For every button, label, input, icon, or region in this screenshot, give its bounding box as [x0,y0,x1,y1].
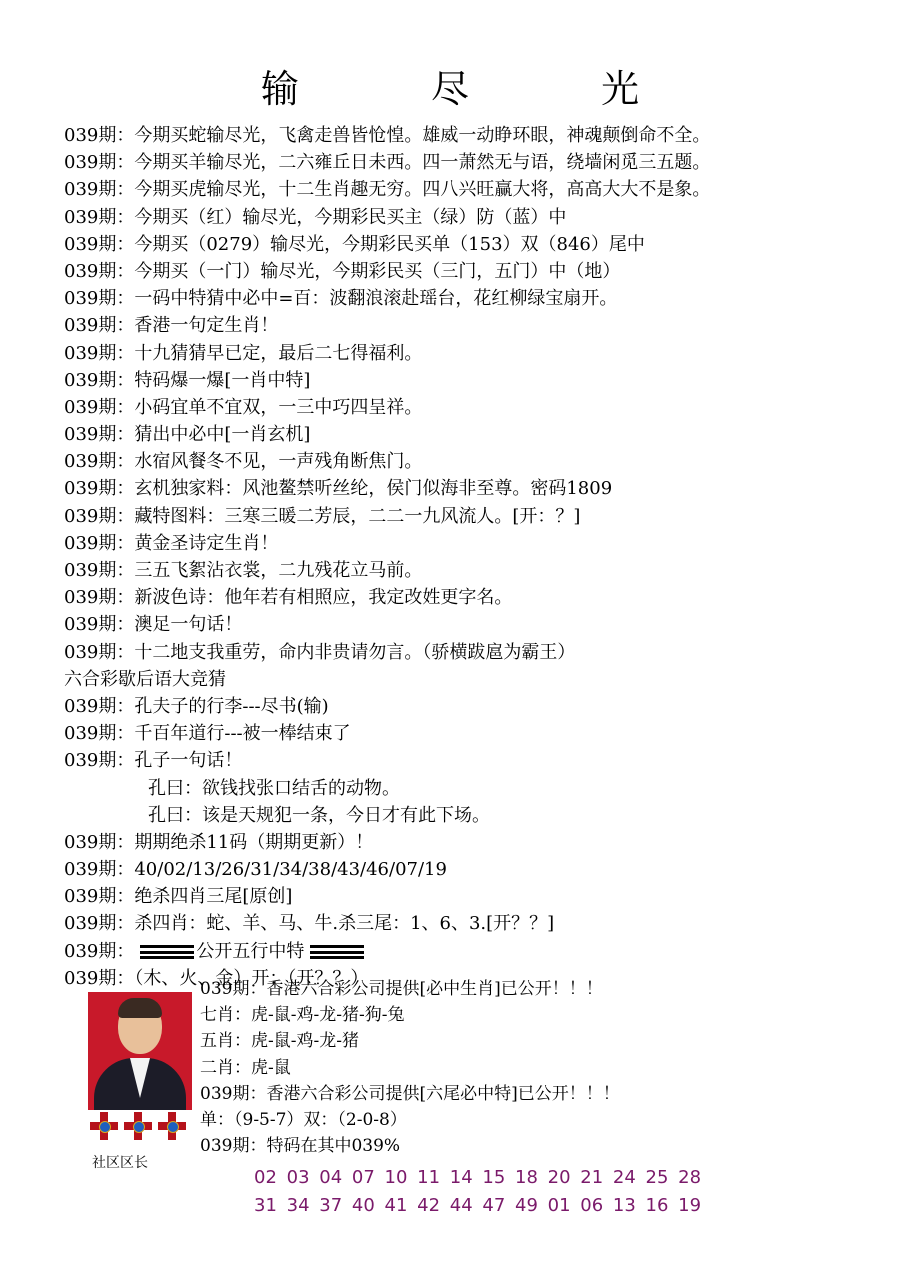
info-line-5: 039期：香港六合彩公司提供[六尾必中特]已公开！！！ [200,1083,620,1104]
number-list [254,1164,701,1220]
wuxing-text: 公开五行中特 [196,940,305,962]
line-16: 039期：黄金圣诗定生肖！ [64,532,279,554]
line-29: 039期：绝杀四肖三尾[原创] [64,886,293,908]
info-block [200,976,880,1159]
wuxing-prefix: 039期： [64,940,135,962]
line-27: 039期：期期绝杀11码（期期更新）！ [64,831,374,853]
line-1: 039期：今期买蛇输尽光，飞禽走兽皆怆惶。雄威一动睁环眼，神魂颠倒命不全。 [64,125,711,146]
medal-icon [90,1112,118,1140]
line-3: 039期：今期买虎输尽光，十二生肖趣无穷。四八兴旺赢大将，高高大大不是象。 [64,179,711,201]
info-line-7: 039期：特码在其中039% [200,1136,401,1157]
line-15: 039期：藏特图料：三寒三暖二芳辰，二二一九风流人。[开：？] [64,505,581,527]
info-line-1: 039期：香港六合彩公司提供[必中生肖]已公开！！！ [200,979,603,999]
portrait-photo [88,992,192,1110]
line-22: 039期：孔夫子的行李---尽书(输) [64,695,329,717]
triple-bar-icon [140,945,194,959]
info-line-2: 七肖：虎-鼠-鸡-龙-猪-狗-兔 [200,1005,405,1026]
photo-caption: 社区区长 [92,1155,148,1171]
medals [90,1108,186,1154]
line-26: 孔曰：该是天规犯一条，今日才有此下场。 [148,804,490,826]
line-8: 039期：香港一句定生肖！ [64,315,279,337]
line-19: 039期：澳足一句话！ [64,614,243,636]
line-17: 039期：三五飞絮沾衣裳，二九残花立马前。 [64,560,423,581]
line-25: 孔曰：欲钱找张口结舌的动物。 [148,777,400,799]
line-23: 039期：千百年道行---被一棒结束了 [64,723,351,745]
section-heading: 六合彩歇后语大竞猜 [64,668,226,690]
number-row-2: 31 34 37 40 41 42 44 47 49 01 06 13 16 19 [254,1195,702,1216]
number-row-1: 02 03 04 07 10 11 14 15 18 20 21 24 25 28 [254,1167,702,1188]
line-28: 039期：40/02/13/26/31/34/38/43/46/07/19 [64,859,447,881]
line-24: 039期：孔子一句话！ [64,750,243,772]
wuxing-line [64,938,894,965]
line-30: 039期：杀四肖：蛇、羊、马、牛.杀三尾：1、6、3.[开？？] [64,913,555,935]
prediction-lines [64,122,894,992]
line-4: 039期：今期买（红）输尽光，今期彩民买主（绿）防（蓝）中 [64,206,567,228]
page-title: 输 尽 光 [260,67,700,111]
line-14: 039期：玄机独家料：风池鳌禁听丝纶，侯门似海非至尊。密码1809 [64,478,613,500]
line-12: 039期：猜出中必中[一肖玄机] [64,424,311,446]
line-9: 039期：十九猜猜早已定，最后二七得福利。 [64,342,423,364]
triple-bar-icon [310,945,364,959]
line-32: 039期：（木、火、金）开：（开？？） [64,967,369,989]
line-2: 039期：今期买羊输尽光，二六雍丘日未西。四一萧然无与语，绕墙闲觅三五题。 [64,152,711,174]
medal-icon [124,1112,152,1140]
line-10: 039期：特码爆一爆[一肖中特] [64,369,311,391]
info-line-3: 五肖：虎-鼠-鸡-龙-猪 [200,1031,359,1052]
info-line-4: 二肖：虎-鼠 [200,1057,291,1078]
line-11: 039期：小码宜单不宜双，一三中巧四呈祥。 [64,396,423,418]
line-13: 039期：水宿风餐冬不见，一声残角断焦门。 [64,451,423,473]
line-5: 039期：今期买（0279）输尽光，今期彩民买单（153）双（846）尾中 [64,233,645,255]
line-20: 039期：十二地支我重劳，命内非贵请勿言。（骄横跋扈为霸王） [64,641,576,663]
medal-icon [158,1112,186,1140]
line-7: 039期：一码中特猜中必中=百：波翻浪滚赴瑶台，花红柳绿宝扇开。 [64,288,618,310]
info-line-6: 单：（9-5-7）双：（2-0-8） [200,1109,407,1130]
line-6: 039期：今期买（一门）输尽光，今期彩民买（三门，五门）中（地） [64,260,621,282]
line-18: 039期：新波色诗：他年若有相照应，我定改姓更字名。 [64,587,513,609]
